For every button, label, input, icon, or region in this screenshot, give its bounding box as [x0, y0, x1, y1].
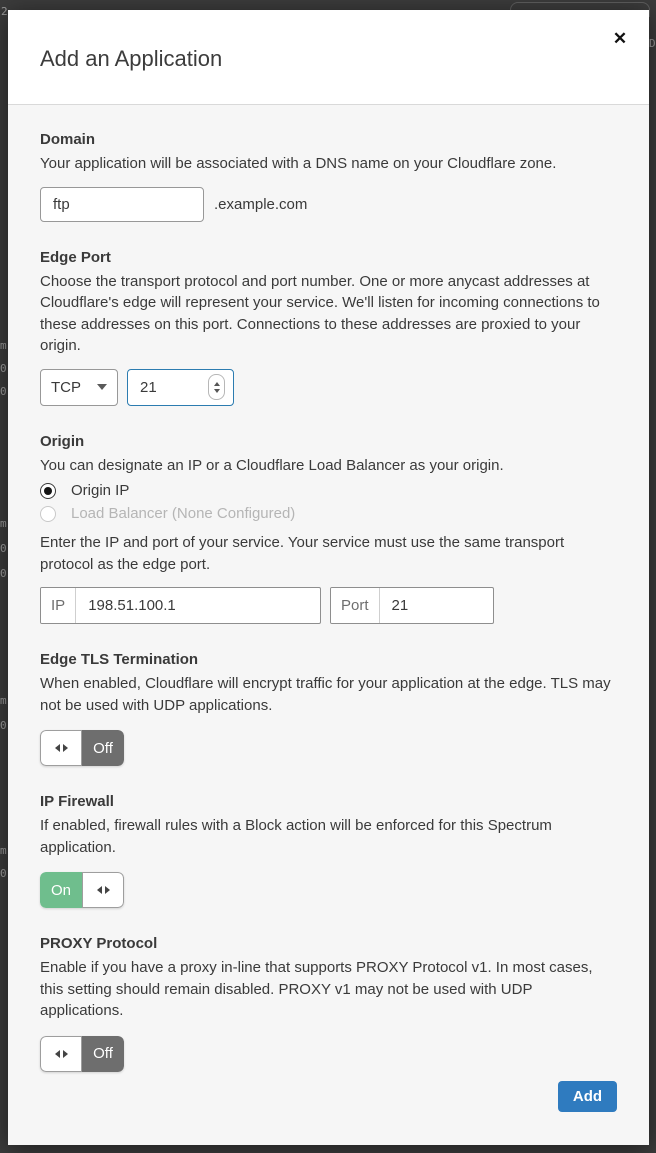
edge-port-heading: Edge Port	[40, 248, 111, 266]
background-artifact: 0	[0, 542, 7, 555]
background-artifact: m	[0, 517, 7, 530]
origin-port-input[interactable]	[380, 588, 494, 623]
arrow-right-icon	[63, 744, 68, 752]
protocol-selected-value: TCP	[51, 378, 81, 396]
port-prefix-label: Port	[331, 588, 380, 623]
background-artifact: D	[649, 37, 656, 50]
proxy-protocol-section	[40, 935, 617, 1072]
toggle-handle-icon	[40, 1036, 82, 1072]
background-artifact: m	[0, 339, 7, 352]
edge-port-description: Choose the transport protocol and port number. One or more anycast addresses at Cloudflare's edge will represent your service. We'll listen for incoming connections to these addresses on this port. Connections to these addresses are proxied to your origin.	[40, 272, 600, 354]
edge-tls-toggle[interactable]	[40, 730, 124, 766]
origin-radio-group	[40, 482, 617, 522]
radio-origin-ip[interactable]	[40, 482, 617, 499]
proxy-protocol-heading: PROXY Protocol	[40, 935, 158, 952]
arrow-left-icon	[97, 886, 102, 894]
edge-port-input-wrapper	[127, 369, 234, 406]
ip-prefix-label: IP	[41, 588, 76, 623]
background-artifact: 0	[0, 362, 7, 375]
domain-heading: Domain	[40, 131, 96, 148]
background-artifact: m	[0, 844, 7, 857]
ip-firewall-toggle-state: On	[40, 872, 82, 908]
background-artifact: 0	[0, 867, 7, 880]
background-artifact: 2	[1, 5, 8, 18]
arrow-left-icon	[55, 1050, 60, 1058]
number-stepper-icon[interactable]	[208, 374, 225, 400]
proxy-protocol-toggle[interactable]	[40, 1036, 124, 1072]
arrow-right-icon	[105, 886, 110, 894]
arrow-left-icon	[55, 744, 60, 752]
domain-input[interactable]	[40, 187, 204, 222]
add-button[interactable]: Add	[558, 1081, 617, 1112]
edge-tls-heading: Edge TLS Termination	[40, 651, 199, 668]
domain-section	[40, 131, 617, 222]
radio-origin-ip-label: Origin IP	[71, 482, 130, 499]
edge-port-section	[40, 249, 617, 406]
domain-description: Your application will be associated with a DNS name on your Cloudflare zone.	[40, 155, 557, 172]
background-artifact: m	[0, 694, 7, 707]
modal-header	[8, 10, 649, 105]
ip-firewall-toggle[interactable]	[40, 872, 124, 908]
background-artifact: 0	[0, 567, 7, 580]
stepper-down-icon	[214, 389, 220, 393]
stepper-up-icon	[214, 382, 220, 386]
toggle-handle-icon	[40, 730, 82, 766]
origin-description: You can designate an IP or a Cloudflare Load Balancer as your origin.	[40, 456, 504, 474]
edge-tls-description: When enabled, Cloudflare will encrypt traffic for your application at the edge. TLS may not be used with UDP applications.	[40, 675, 611, 714]
origin-section	[40, 433, 617, 625]
arrow-right-icon	[63, 1050, 68, 1058]
radio-disabled-icon	[40, 506, 56, 522]
ip-firewall-description: If enabled, firewall rules with a Block action will be enforced for this Spectrum application.	[40, 817, 552, 856]
edge-tls-section	[40, 651, 617, 766]
origin-ip-input[interactable]	[76, 588, 320, 623]
toggle-handle-icon	[82, 872, 124, 908]
proxy-protocol-description: Enable if you have a proxy in-line that supports PROXY Protocol v1. In most cases, this setting should remain disabled. PROXY v1 may not be used with UDP applications.	[40, 959, 593, 1019]
origin-ip-description: Enter the IP and port of your service. Your service must use the same transport protocol as the edge port.	[40, 534, 565, 573]
modal-body	[8, 105, 649, 1145]
page-title: Add an Application	[40, 46, 223, 71]
ip-firewall-heading: IP Firewall	[40, 793, 114, 810]
modal-footer	[40, 1081, 617, 1112]
origin-port-field-group	[330, 587, 494, 624]
radio-selected-icon	[40, 483, 56, 499]
radio-load-balancer-label: Load Balancer (None Configured)	[71, 505, 296, 522]
protocol-select[interactable]	[40, 369, 118, 406]
origin-ip-field-group	[40, 587, 321, 624]
chevron-down-icon	[97, 384, 107, 390]
add-application-modal	[8, 10, 649, 1145]
proxy-protocol-toggle-state: Off	[82, 1036, 124, 1072]
background-artifact: 0	[0, 719, 7, 732]
radio-load-balancer	[40, 505, 617, 522]
origin-heading: Origin	[40, 432, 85, 450]
ip-firewall-section	[40, 793, 617, 908]
close-icon[interactable]: ✕	[607, 26, 633, 52]
background-artifact: 0	[0, 385, 7, 398]
edge-port-input[interactable]	[140, 379, 190, 396]
edge-tls-toggle-state: Off	[82, 730, 124, 766]
domain-suffix: .example.com	[214, 195, 308, 213]
